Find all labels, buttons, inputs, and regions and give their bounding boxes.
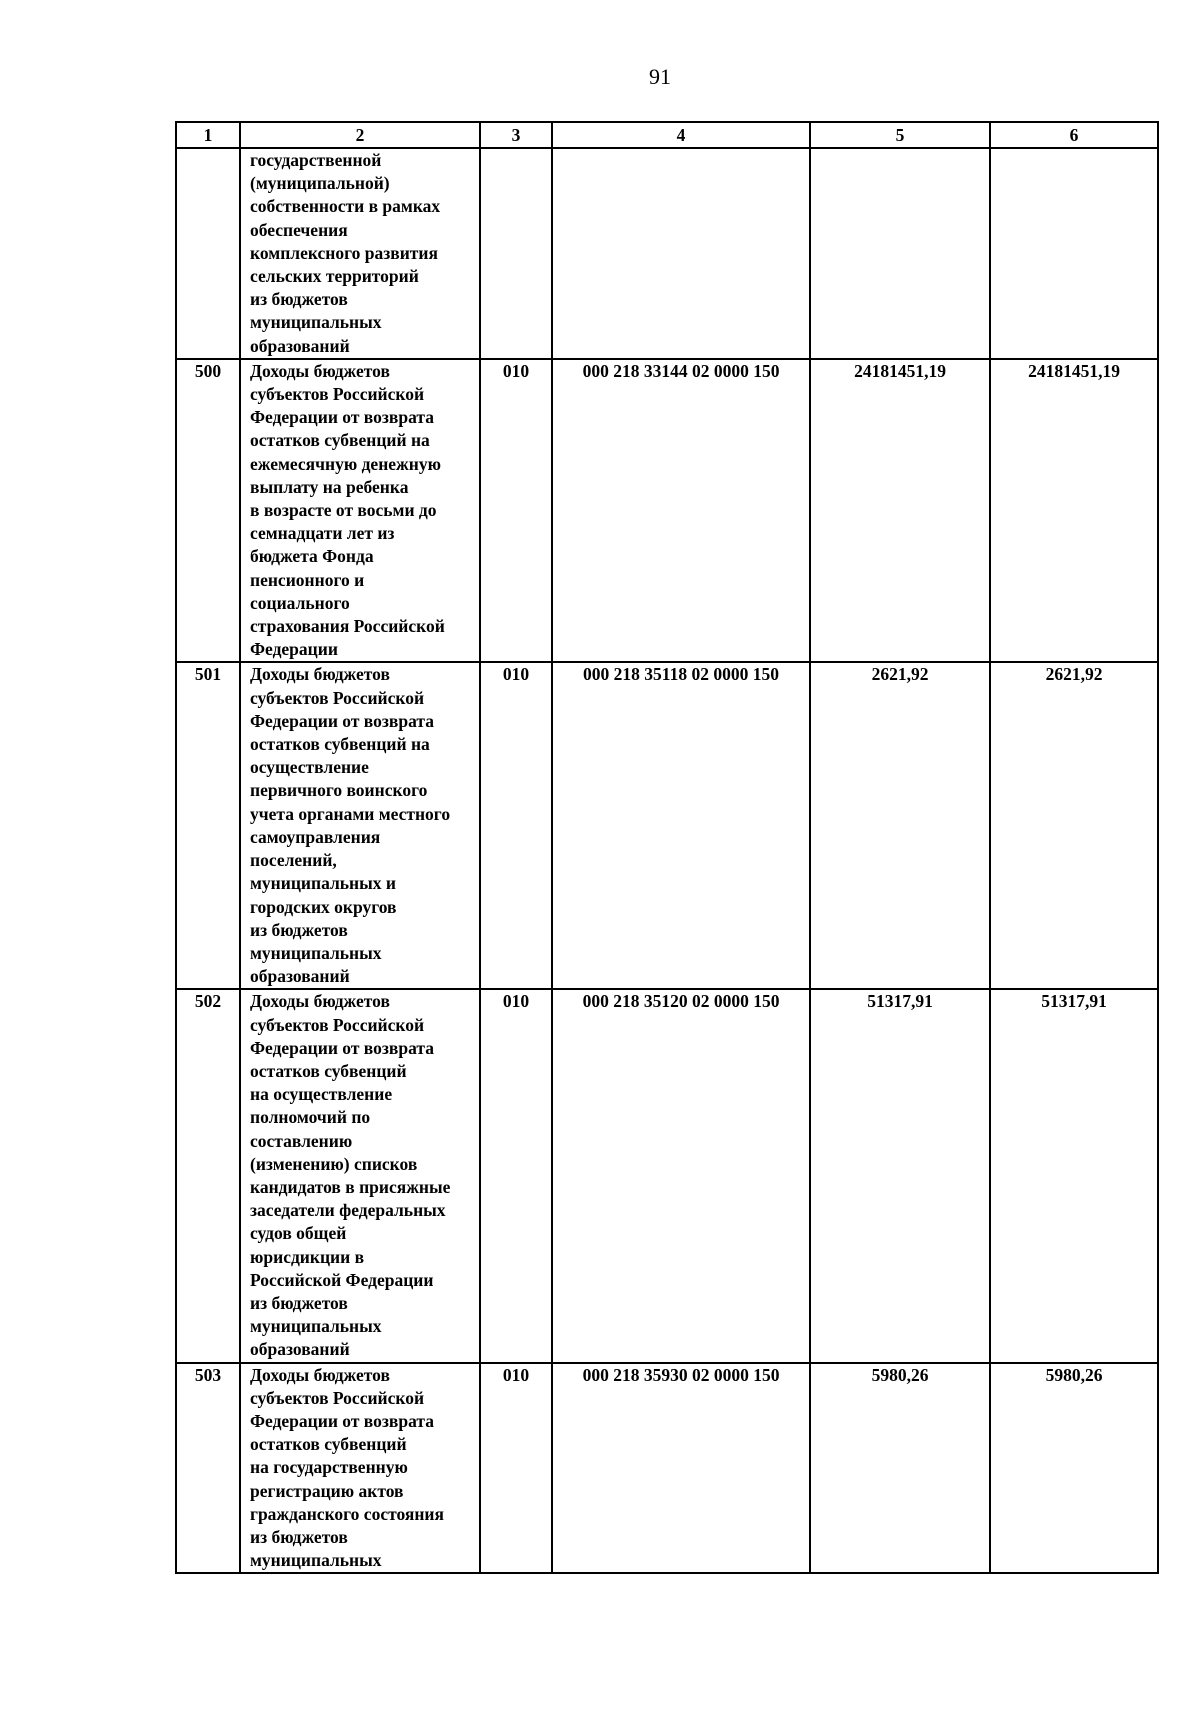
row-budget-code-cell: 000 218 33144 02 0000 150: [552, 359, 810, 663]
description-line: субъектов Российской: [250, 687, 425, 708]
description-line: на осуществление: [250, 1084, 393, 1105]
row-number-cell: 503: [176, 1363, 240, 1574]
description-line: остатков субвенций: [250, 1434, 407, 1455]
row-amount-col6-cell: 5980,26: [990, 1363, 1158, 1574]
description-line: в возрасте от восьми до: [250, 500, 437, 521]
row-amount-col6-cell: [990, 148, 1158, 359]
column-header: 3: [480, 122, 552, 148]
description-line: сельских территорий: [250, 266, 419, 287]
description-line: Федерации от возврата: [250, 1037, 434, 1058]
row-budget-code-cell: 000 218 35930 02 0000 150: [552, 1363, 810, 1574]
description-line: составлению: [250, 1130, 353, 1151]
description-line: бюджета Фонда: [250, 546, 374, 567]
row-description-cell: [240, 359, 480, 663]
row-amount-col6-cell: 24181451,19: [990, 359, 1158, 663]
description-line: образований: [250, 335, 350, 356]
row-budget-code-cell: 000 218 35120 02 0000 150: [552, 989, 810, 1362]
row-amount-col5-cell: 24181451,19: [810, 359, 990, 663]
description-line: Российской Федерации: [250, 1269, 434, 1290]
description-line: (муниципальной): [250, 173, 390, 194]
description-line: страхования Российской: [250, 616, 445, 637]
description-line: муниципальных: [250, 1550, 382, 1571]
description-line: гражданского состояния: [250, 1503, 444, 1524]
row-number-cell: 501: [176, 662, 240, 989]
description-line: пенсионного и: [250, 569, 365, 590]
row-number-cell: 500: [176, 359, 240, 663]
row-description-cell: [240, 148, 480, 359]
description-line: юрисдикции в: [250, 1246, 365, 1267]
description-line: Федерации: [250, 639, 338, 660]
description-line: муниципальных: [250, 1316, 382, 1337]
column-header: 2: [240, 122, 480, 148]
column-header: 6: [990, 122, 1158, 148]
description-line: субъектов Российской: [250, 384, 425, 405]
description-line: муниципальных: [250, 312, 382, 333]
description-line: судов общей: [250, 1223, 347, 1244]
description-line: остатков субвенций: [250, 1060, 407, 1081]
description-line: остатков субвенций на: [250, 734, 430, 755]
table-row: [176, 148, 1158, 359]
page-number: 91: [649, 64, 671, 89]
description-line: выплату на ребенка: [250, 476, 409, 497]
description-line: муниципальных и: [250, 873, 397, 894]
description-line: образований: [250, 966, 350, 987]
description-line: комплексного развития: [250, 242, 438, 263]
row-amount-col5-cell: 2621,92: [810, 662, 990, 989]
table-header-row: [176, 122, 1158, 148]
row-description-cell: [240, 1363, 480, 1574]
row-code-col3-cell: [480, 148, 552, 359]
description-line: семнадцати лет из: [250, 523, 395, 544]
row-code-col3-cell: 010: [480, 359, 552, 663]
description-line: учета органами местного: [250, 803, 451, 824]
row-amount-col5-cell: 51317,91: [810, 989, 990, 1362]
description-line: муниципальных: [250, 942, 382, 963]
description-line: самоуправления: [250, 826, 381, 847]
description-line: Доходы бюджетов: [250, 360, 390, 381]
revenue-table: [175, 121, 1159, 1574]
description-line: из бюджетов: [250, 1292, 348, 1313]
row-description-cell: [240, 662, 480, 989]
description-line: (изменению) списков: [250, 1153, 418, 1174]
description-line: Федерации от возврата: [250, 1410, 434, 1431]
description-line: остатков субвенций на: [250, 430, 430, 451]
description-line: социального: [250, 592, 350, 613]
description-line: регистрацию актов: [250, 1480, 404, 1501]
description-line: полномочий по: [250, 1107, 371, 1128]
description-line: обеспечения: [250, 219, 348, 240]
row-number-cell: [176, 148, 240, 359]
description-line: поселений,: [250, 850, 337, 871]
row-amount-col6-cell: 2621,92: [990, 662, 1158, 989]
description-line: городских округов: [250, 896, 397, 917]
description-line: ежемесячную денежную: [250, 453, 441, 474]
description-line: субъектов Российской: [250, 1387, 425, 1408]
description-line: Федерации от возврата: [250, 407, 434, 428]
row-number-cell: 502: [176, 989, 240, 1362]
row-code-col3-cell: 010: [480, 989, 552, 1362]
description-line: кандидатов в присяжные: [250, 1176, 451, 1197]
table-row: [176, 1363, 1158, 1574]
description-line: образований: [250, 1339, 350, 1360]
description-line: из бюджетов: [250, 919, 348, 940]
table-row: [176, 359, 1158, 663]
table-row: [176, 662, 1158, 989]
row-code-col3-cell: 010: [480, 1363, 552, 1574]
row-description-cell: [240, 989, 480, 1362]
column-header: 4: [552, 122, 810, 148]
description-line: Федерации от возврата: [250, 710, 434, 731]
description-line: Доходы бюджетов: [250, 1364, 390, 1385]
description-line: на государственную: [250, 1457, 408, 1478]
row-amount-col6-cell: 51317,91: [990, 989, 1158, 1362]
description-line: из бюджетов: [250, 289, 348, 310]
row-budget-code-cell: 000 218 35118 02 0000 150: [552, 662, 810, 989]
description-line: осуществление: [250, 757, 369, 778]
row-code-col3-cell: 010: [480, 662, 552, 989]
row-budget-code-cell: [552, 148, 810, 359]
description-line: первичного воинского: [250, 780, 428, 801]
description-line: Доходы бюджетов: [250, 664, 390, 685]
description-line: собственности в рамках: [250, 196, 441, 217]
description-line: государственной: [250, 150, 382, 170]
row-amount-col5-cell: 5980,26: [810, 1363, 990, 1574]
column-header: 1: [176, 122, 240, 148]
description-line: из бюджетов: [250, 1526, 348, 1547]
description-line: субъектов Российской: [250, 1014, 425, 1035]
description-line: Доходы бюджетов: [250, 991, 390, 1012]
description-line: заседатели федеральных: [250, 1200, 446, 1221]
row-amount-col5-cell: [810, 148, 990, 359]
table-row: [176, 989, 1158, 1362]
column-header: 5: [810, 122, 990, 148]
